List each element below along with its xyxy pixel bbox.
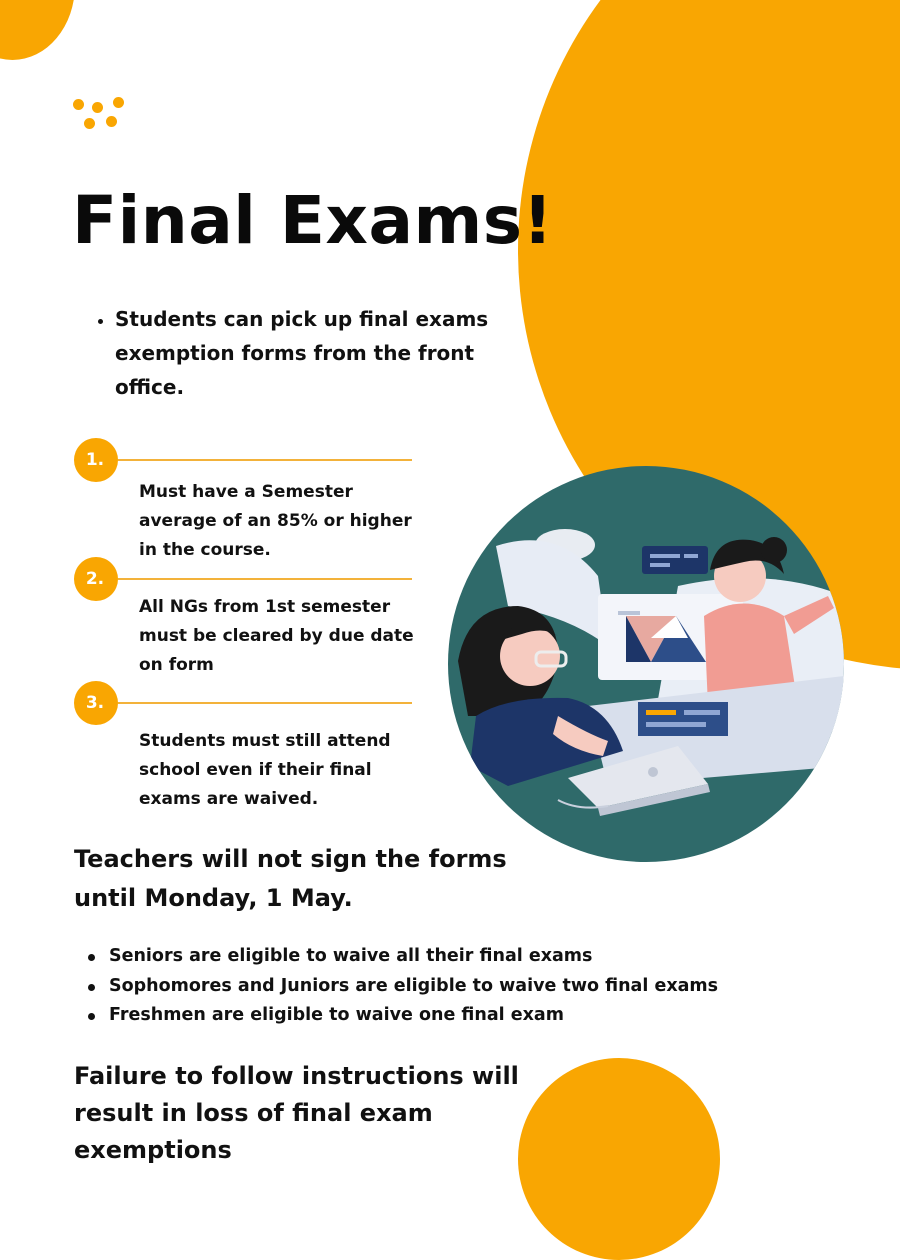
step-number-badge: 2. — [74, 557, 118, 601]
step-text: Students must still attend school even if their final exams are waived. — [139, 731, 391, 809]
students-laptop-illustration — [448, 466, 844, 862]
page-title: Final Exams! — [72, 182, 554, 259]
decorative-circle-bottom — [518, 1058, 720, 1260]
intro-bullet: • Students can pick up final exams exemption forms from the front office. — [115, 302, 525, 404]
intro-list — [95, 302, 525, 404]
failure-note: Failure to follow instructions will result in loss of final exam exemptions — [74, 1062, 519, 1164]
step-number-badge: 3. — [74, 681, 118, 725]
decorative-circle-top-left — [0, 0, 75, 60]
step-divider — [118, 702, 412, 704]
eligibility-item: Seniors are eligible to waive all their final exams — [86, 942, 806, 972]
step-divider — [118, 578, 412, 580]
eligibility-list — [86, 942, 806, 1031]
step-text: Must have a Semester average of an 85% or higher in the course. — [139, 482, 412, 560]
eligibility-item: Sophomores and Juniors are eligible to waive two final exams — [86, 972, 806, 1002]
teachers-note: Teachers will not sign the forms until Monday, 1 May. — [74, 845, 507, 912]
eligibility-item: Freshmen are eligible to waive one final exam — [86, 1001, 806, 1031]
step-divider — [118, 459, 412, 461]
step-number-badge: 1. — [74, 438, 118, 482]
step-text: All NGs from 1st semester must be cleared by due date on form — [139, 597, 414, 675]
